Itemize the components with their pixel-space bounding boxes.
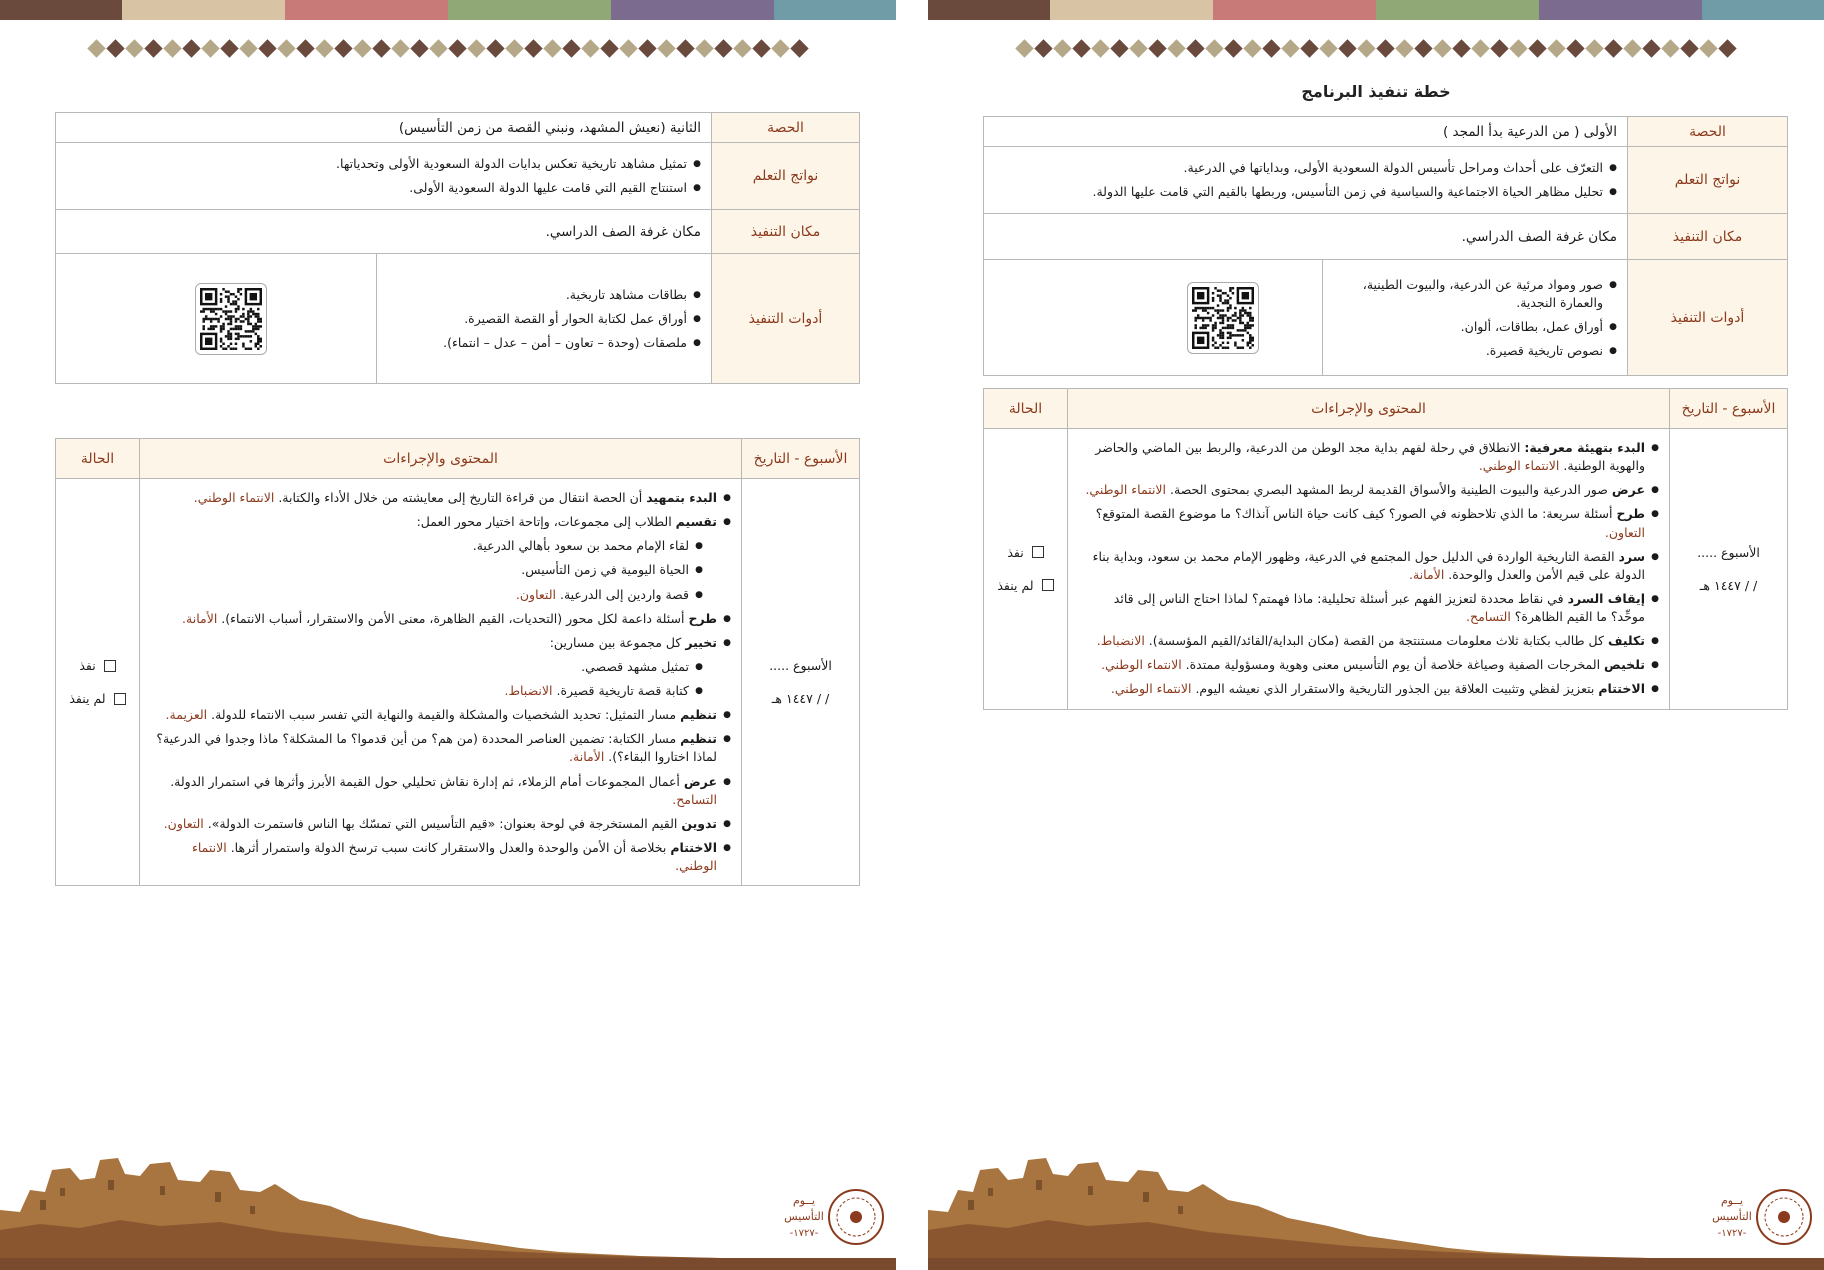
step-text: أن الحصة انتقال من قراءة التاريخ إلى معايشته من خلال الأداء والكتابة. bbox=[278, 490, 647, 505]
list-item: ● أوراق عمل، بطاقات، ألوان. bbox=[1333, 318, 1617, 336]
diamond-ornament bbox=[410, 39, 428, 57]
diamond-ornament bbox=[1509, 39, 1527, 57]
diamond-ornament bbox=[1034, 39, 1052, 57]
procedure-step bbox=[150, 706, 731, 724]
procedure-step bbox=[150, 815, 731, 833]
diamond-ornament bbox=[1186, 39, 1204, 57]
diamond-ornament bbox=[543, 39, 561, 57]
diamond-ornament bbox=[1110, 39, 1128, 57]
value-tag: التسامح. bbox=[672, 791, 717, 807]
diamond-ornament bbox=[467, 39, 485, 57]
step-lead: طرح bbox=[1616, 506, 1645, 522]
list-item: ● تمثيل مشاهد تاريخية تعكس بدايات الدولة السعودية الأولى وتحدياتها. bbox=[66, 155, 701, 173]
diamond-ornament bbox=[1319, 39, 1337, 57]
step-text: المخرجات الصفية وصياغة خلاصة أن يوم التأسيس معنى وهوية ومسؤولية ممتدة. bbox=[1185, 657, 1605, 673]
diamond-ornament bbox=[1718, 39, 1736, 57]
diamond-ornament bbox=[182, 39, 200, 57]
diamond-ornament bbox=[1566, 39, 1584, 57]
diamond-ornament bbox=[619, 39, 637, 57]
diamond-ornament bbox=[429, 39, 447, 57]
step-lead: تلخيص bbox=[1604, 657, 1645, 673]
procedure-step bbox=[1078, 481, 1659, 499]
diamond-ornament bbox=[752, 39, 770, 57]
outcomes-cell bbox=[984, 147, 1628, 214]
date-text: / / ١٤٤٧ هـ bbox=[771, 691, 830, 707]
value-tag: الانتماء الوطني. bbox=[1101, 657, 1186, 673]
diamond-ornament bbox=[1167, 39, 1185, 57]
right-page bbox=[928, 0, 1824, 1270]
step-text: تمثيل مشهد قصصي. bbox=[581, 658, 689, 674]
procedure-step bbox=[150, 610, 731, 628]
week-text: الأسبوع ..... bbox=[769, 658, 832, 674]
procedure-step bbox=[150, 561, 703, 579]
list-item: ● أوراق عمل لكتابة الحوار أو القصة القصيرة. bbox=[387, 310, 701, 328]
tools-label: أدوات التنفيذ bbox=[712, 254, 860, 384]
step-lead: تدوين bbox=[681, 815, 717, 831]
not-done-label: لم ينفذ bbox=[997, 577, 1034, 593]
diamond-ornament bbox=[1490, 39, 1508, 57]
diamond-ornament bbox=[1414, 39, 1432, 57]
diamond-ornament bbox=[771, 39, 789, 57]
step-text: صور الدرعية والبيوت الطينية والأسواق القديمة لربط المشهد البصري بمحتوى الحصة. bbox=[1170, 482, 1612, 498]
tools-list bbox=[1333, 276, 1617, 361]
list-item: ● التعرّف على أحداث ومراحل تأسيس الدولة السعودية الأولى، وبداياتها في الدرعية. bbox=[994, 159, 1617, 177]
founding-day-logo bbox=[776, 1182, 886, 1252]
diamond-ornament bbox=[1642, 39, 1660, 57]
step-lead: تنظيم bbox=[680, 707, 717, 723]
value-tag: التعاون. bbox=[163, 815, 208, 831]
procedure-step bbox=[150, 682, 703, 700]
diamond-ornament bbox=[524, 39, 542, 57]
diamond-ornament bbox=[296, 39, 314, 57]
list-item: ● بطاقات مشاهد تاريخية. bbox=[387, 286, 701, 304]
step-text: الحياة اليومية في زمن التأسيس. bbox=[521, 562, 689, 578]
place-value: مكان غرفة الصف الدراسي. bbox=[984, 214, 1628, 260]
diamond-ornament bbox=[486, 39, 504, 57]
procedures-cell bbox=[1068, 429, 1670, 710]
diamond-ornament bbox=[505, 39, 523, 57]
procedure-step bbox=[150, 634, 731, 652]
step-text: كل طالب بكتابة ثلاث معلومات مستنتجة من القصة (مكان البداية/القائد/القيم المؤسسة). bbox=[1148, 633, 1608, 649]
not-done-checkbox[interactable] bbox=[114, 693, 126, 705]
diamond-ornament bbox=[1680, 39, 1698, 57]
step-text: أسئلة داعمة لكل محور (التحديات، القيم الظاهرة، معنى الأمن والاستقرار، أسباب الانتماء). bbox=[221, 610, 689, 626]
diamond-ornament bbox=[372, 39, 390, 57]
diamond-ornament bbox=[1395, 39, 1413, 57]
session-value: الثانية (نعيش المشهد، ونبني القصة من زمن التأسيس) bbox=[56, 113, 712, 143]
logo-line-2: التأسيس bbox=[784, 1210, 824, 1223]
top-color-bar bbox=[0, 0, 896, 20]
diamond-ornament bbox=[714, 39, 732, 57]
qr-code-icon[interactable] bbox=[195, 283, 267, 355]
diamond-ornament bbox=[695, 39, 713, 57]
step-text: بتعزيز لفظي وتثبيت العلاقة بين الجذور التاريخية والاستقرار الذي نعيشه اليوم. bbox=[1195, 681, 1599, 697]
diamond-ornament bbox=[562, 39, 580, 57]
diamond-ornament bbox=[657, 39, 675, 57]
diamond-ornament bbox=[1699, 39, 1717, 57]
diriyah-skyline-footer bbox=[0, 1140, 896, 1270]
done-checkbox[interactable] bbox=[1032, 546, 1044, 558]
status-cell bbox=[56, 479, 140, 886]
step-text: كل مجموعة بين مسارين: bbox=[549, 634, 686, 650]
step-text: كتابة قصة تاريخية قصيرة. bbox=[556, 683, 689, 698]
col-content-header: المحتوى والإجراءات bbox=[1068, 389, 1670, 429]
place-value: مكان غرفة الصف الدراسي. bbox=[56, 210, 712, 254]
list-item: ● صور ومواد مرئية عن الدرعية، والبيوت الطينية، والعمارة النجدية. bbox=[1333, 276, 1617, 312]
outcomes-list bbox=[994, 159, 1617, 201]
not-done-label: لم ينفذ bbox=[69, 691, 106, 707]
tools-cell bbox=[377, 254, 712, 384]
step-text: الانطلاق في رحلة لفهم بداية مجد الوطن من الدرعية، والربط بين الماضي والحاضر والهوية الوطنية. bbox=[1095, 440, 1645, 474]
session-info-table bbox=[55, 112, 860, 384]
step-text: بخلاصة أن الأمن والوحدة والعدل والاستقرار كانت سبب ترسخ الدولة واستمرار أثرها. bbox=[230, 839, 671, 855]
step-text: أسئلة سريعة: ما الذي تلاحظونه في الصور؟ كيف كانت حياة الناس آنذاك؟ ما موضوع القصة المتوقع؟ bbox=[1095, 506, 1617, 522]
week-date-cell bbox=[742, 479, 860, 886]
step-lead: تقسيم bbox=[675, 514, 717, 530]
outcomes-label: نواتج التعلم bbox=[1628, 147, 1788, 214]
step-lead: عرض bbox=[1611, 482, 1645, 498]
procedure-step bbox=[150, 839, 731, 875]
diamond-ornament bbox=[676, 39, 694, 57]
place-label: مكان التنفيذ bbox=[712, 210, 860, 254]
tools-list bbox=[387, 286, 701, 352]
diamond-ornament bbox=[1357, 39, 1375, 57]
diamond-ornament bbox=[790, 39, 808, 57]
procedure-step bbox=[150, 730, 731, 766]
diamond-ornament bbox=[163, 39, 181, 57]
value-tag: الانتماء الوطني. bbox=[193, 490, 279, 505]
procedure-step bbox=[150, 513, 731, 531]
diamond-ornament bbox=[581, 39, 599, 57]
value-tag: الانتماء الوطني. bbox=[1110, 681, 1196, 697]
diamond-ornament bbox=[353, 39, 371, 57]
value-tag: الأمانة. bbox=[182, 610, 222, 626]
week-text: الأسبوع ..... bbox=[1697, 544, 1760, 560]
step-text: القيم المستخرجة في لوحة بعنوان: «قيم التأسيس التي تمسّك بها الناس فاستمرت الدولة». bbox=[207, 815, 682, 831]
logo-line-2: التأسيس bbox=[1712, 1210, 1752, 1223]
top-color-bar bbox=[928, 0, 1824, 20]
diamond-ornament bbox=[1471, 39, 1489, 57]
diriyah-skyline-footer bbox=[928, 1140, 1824, 1270]
step-text: أعمال المجموعات أمام الزملاء، ثم إدارة نقاش تحليلي حول القيمة الأبرز وأثرها في استمرار الدولة. bbox=[170, 773, 684, 789]
list-item: ● تحليل مظاهر الحياة الاجتماعية والسياسية في زمن التأسيس، وربطها بالقيم التي قامت عليها الدولة. bbox=[994, 183, 1617, 201]
list-item: ● نصوص تاريخية قصيرة. bbox=[1333, 342, 1617, 360]
step-text: الطلاب إلى مجموعات، وإتاحة اختيار محور العمل: bbox=[416, 514, 676, 530]
session-label: الحصة bbox=[1628, 117, 1788, 147]
diamond-ornament bbox=[1243, 39, 1261, 57]
week-date-cell bbox=[1670, 429, 1788, 710]
step-lead: الاختتام bbox=[670, 839, 717, 855]
left-page bbox=[0, 0, 896, 1270]
diamond-ornament bbox=[258, 39, 276, 57]
step-lead: طرح bbox=[688, 610, 717, 626]
step-lead: الاختتام bbox=[1598, 681, 1645, 697]
diamond-ornament bbox=[1015, 39, 1033, 57]
procedure-step bbox=[1078, 632, 1659, 650]
procedure-step bbox=[150, 773, 731, 809]
page-title: خطة تنفيذ البرنامج bbox=[1301, 82, 1451, 101]
session-info-table bbox=[983, 116, 1788, 376]
diamond-ornament bbox=[1661, 39, 1679, 57]
diamond-ornament bbox=[733, 39, 751, 57]
diamond-ornament bbox=[1338, 39, 1356, 57]
procedure-step bbox=[150, 658, 703, 676]
founding-day-logo bbox=[1704, 1182, 1814, 1252]
date-text: / / ١٤٤٧ هـ bbox=[1699, 577, 1758, 593]
value-tag: الانضباط. bbox=[504, 683, 557, 698]
diamond-ornament bbox=[106, 39, 124, 57]
step-lead: تنظيم bbox=[680, 731, 717, 747]
diamond-ornament bbox=[239, 39, 257, 57]
qr-cell bbox=[56, 254, 377, 384]
done-checkbox[interactable] bbox=[104, 660, 116, 672]
outcomes-cell bbox=[56, 143, 712, 210]
diamond-ornament bbox=[334, 39, 352, 57]
col-week-header: الأسبوع - التاريخ bbox=[742, 439, 860, 479]
procedure-step bbox=[1078, 590, 1659, 626]
logo-line-3: -١٧٢٧- bbox=[1717, 1228, 1747, 1239]
session-label: الحصة bbox=[712, 113, 860, 143]
diamond-ornament bbox=[1623, 39, 1641, 57]
tools-label: أدوات التنفيذ bbox=[1628, 260, 1788, 376]
step-lead: تكليف bbox=[1607, 633, 1645, 649]
col-status-header: الحالة bbox=[56, 439, 140, 479]
status-cell bbox=[984, 429, 1068, 710]
done-label: نفذ bbox=[1007, 544, 1024, 560]
diamond-border bbox=[928, 38, 1824, 60]
value-tag: الأمانة. bbox=[569, 749, 609, 765]
value-tag: الانتماء الوطني. bbox=[191, 839, 717, 873]
step-text: لقاء الإمام محمد بن سعود بأهالي الدرعية. bbox=[472, 538, 689, 554]
procedures-list bbox=[1078, 439, 1659, 699]
diamond-ornament bbox=[1452, 39, 1470, 57]
tools-cell bbox=[1323, 260, 1628, 376]
diamond-ornament bbox=[1547, 39, 1565, 57]
value-tag: العزيمة. bbox=[165, 707, 212, 723]
col-week-header: الأسبوع - التاريخ bbox=[1670, 389, 1788, 429]
outcomes-label: نواتج التعلم bbox=[712, 143, 860, 210]
step-text: القصة التاريخية الواردة في الدليل حول المجتمع في الدرعية، وظهور الإمام محمد بن سعود، وبداية بناء الدولة على قيم الأمن والعدل والوحدة. bbox=[1092, 548, 1645, 582]
diamond-ornament bbox=[1281, 39, 1299, 57]
list-item: ● استنتاج القيم التي قامت عليها الدولة السعودية الأولى. bbox=[66, 179, 701, 197]
qr-code-icon[interactable] bbox=[1187, 282, 1259, 354]
value-tag: التعاون. bbox=[1604, 524, 1645, 540]
step-lead: إيقاف السرد bbox=[1567, 590, 1645, 606]
value-tag: الانضباط. bbox=[1096, 633, 1149, 649]
diamond-ornament bbox=[638, 39, 656, 57]
step-text: قصة واردين إلى الدرعية. bbox=[559, 586, 689, 602]
diamond-ornament bbox=[144, 39, 162, 57]
value-tag: التعاون. bbox=[515, 586, 560, 602]
diamond-ornament bbox=[201, 39, 219, 57]
value-tag: التسامح. bbox=[1466, 609, 1515, 624]
diamond-ornament bbox=[1148, 39, 1166, 57]
session-value: الأولى ( من الدرعية بدأ المجد ) bbox=[984, 117, 1628, 147]
diamond-ornament bbox=[391, 39, 409, 57]
place-label: مكان التنفيذ bbox=[1628, 214, 1788, 260]
diamond-ornament bbox=[1205, 39, 1223, 57]
logo-line-1: يــوم bbox=[793, 1194, 815, 1207]
outcomes-list bbox=[66, 155, 701, 197]
procedure-step bbox=[1078, 439, 1659, 475]
done-label: نفذ bbox=[79, 658, 96, 674]
step-lead: سرد bbox=[1618, 548, 1645, 564]
col-status-header: الحالة bbox=[984, 389, 1068, 429]
diamond-ornament bbox=[1376, 39, 1394, 57]
diamond-ornament bbox=[1262, 39, 1280, 57]
procedure-step bbox=[150, 489, 731, 507]
diamond-ornament bbox=[1224, 39, 1242, 57]
procedures-list bbox=[150, 489, 731, 875]
diamond-ornament bbox=[1433, 39, 1451, 57]
procedures-table bbox=[983, 388, 1788, 710]
step-text: مسار التمثيل: تحديد الشخصيات والمشكلة والقيمة والنهاية التي تفسر سبب الانتماء للدولة. bbox=[211, 707, 681, 723]
procedure-step bbox=[150, 586, 703, 604]
diamond-border bbox=[0, 38, 896, 60]
procedures-table bbox=[55, 438, 860, 886]
diamond-ornament bbox=[277, 39, 295, 57]
diamond-ornament bbox=[87, 39, 105, 57]
diamond-ornament bbox=[1072, 39, 1090, 57]
step-text: مسار الكتابة: تضمين العناصر المحددة (من هم؟ من أين قدموا؟ ما المشكلة؟ ماذا وجدوا في الدرعية؟ لماذا اختاروا البقاء؟). bbox=[156, 731, 717, 765]
step-lead: عرض bbox=[683, 773, 717, 789]
value-tag: الانتماء الوطني. bbox=[1478, 458, 1564, 474]
diamond-ornament bbox=[1300, 39, 1318, 57]
diamond-ornament bbox=[220, 39, 238, 57]
diamond-ornament bbox=[1053, 39, 1071, 57]
logo-line-3: -١٧٢٧- bbox=[789, 1228, 819, 1239]
step-lead: البدء بتهيئة معرفية: bbox=[1524, 440, 1645, 455]
diamond-ornament bbox=[600, 39, 618, 57]
diamond-ornament bbox=[125, 39, 143, 57]
procedure-step bbox=[1078, 505, 1659, 541]
diamond-ornament bbox=[1091, 39, 1109, 57]
diamond-ornament bbox=[1585, 39, 1603, 57]
list-item: ● ملصقات (وحدة – تعاون – أمن – عدل – انتماء). bbox=[387, 334, 701, 352]
procedure-step bbox=[1078, 680, 1659, 698]
diamond-ornament bbox=[1129, 39, 1147, 57]
step-lead: البدء بتمهيد bbox=[646, 490, 717, 505]
procedure-step bbox=[150, 537, 703, 555]
diamond-ornament bbox=[448, 39, 466, 57]
qr-cell bbox=[984, 260, 1323, 376]
diamond-ornament bbox=[315, 39, 333, 57]
step-lead: تخيير bbox=[685, 634, 717, 650]
diamond-ornament bbox=[1604, 39, 1622, 57]
logo-line-1: يــوم bbox=[1721, 1194, 1743, 1207]
col-content-header: المحتوى والإجراءات bbox=[140, 439, 742, 479]
diamond-ornament bbox=[1528, 39, 1546, 57]
procedure-step bbox=[1078, 656, 1659, 674]
value-tag: الانتماء الوطني. bbox=[1085, 482, 1171, 498]
not-done-checkbox[interactable] bbox=[1042, 579, 1054, 591]
procedures-cell bbox=[140, 479, 742, 886]
value-tag: الأمانة. bbox=[1409, 566, 1449, 582]
step-text: في نقاط محددة لتعزيز الفهم عبر أسئلة تحليلية: ماذا فهمتم؟ لماذا احتاج الناس إلى قائد موحِّد؟ ما القيم الظاهرة؟ bbox=[1113, 590, 1645, 624]
procedure-step bbox=[1078, 548, 1659, 584]
